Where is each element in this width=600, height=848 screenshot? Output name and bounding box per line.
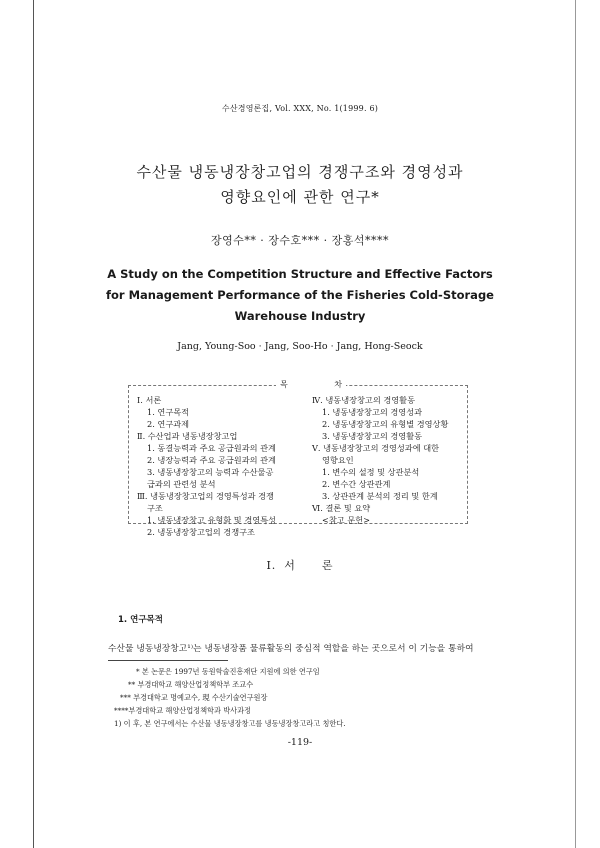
footnotes — [110, 665, 346, 730]
body-paragraph: 수산물 냉동냉장창고¹⁾는 냉동냉장품 물류활동의 중심적 역할을 하는 곳으로서 이 기능을 통하여 — [108, 644, 474, 654]
title-ko-line: 수산물 냉동냉장창고업의 경쟁구조와 경영성과 — [136, 163, 464, 181]
journal-header: 수산경영론집, Vol. XXX, No. 1(1999. 6) — [221, 104, 379, 113]
toc-entry: Ⅱ. 수산업과 냉동냉장창고업 — [137, 431, 238, 441]
toc-entry: 1. 동결능력과 주요 공급원과의 관계 — [147, 443, 276, 453]
footnote: ** 부경대학교 해양산업정책학부 조교수 — [128, 680, 254, 689]
section-title-char: 론 — [321, 559, 334, 572]
title-ko-line: 영향요인에 관한 연구* — [220, 188, 380, 206]
section-heading — [0, 557, 600, 573]
footnote: *** 부경대학교 명예교수, 現 수산기술연구원장 — [120, 693, 268, 702]
toc-entry: Ⅲ. 냉동냉장창고업의 경영특성과 경쟁 — [137, 491, 274, 501]
page-frame-right — [575, 0, 576, 848]
footnote: 1) 이 후, 본 연구에서는 수산물 냉동냉장창고를 냉동냉장창고라고 칭한다. — [114, 719, 346, 728]
toc-entry: 급과의 관련성 분석 — [147, 479, 216, 489]
footnote: ****부경대학교 해양산업정책학과 박사과정 — [114, 706, 251, 715]
paper-title-korean — [0, 160, 600, 210]
authors-english: Jang, Young-Soo · Jang, Soo-Ho · Jang, Hong-Seock — [177, 341, 423, 352]
authors-korean: 장영수** · 장수호*** · 장홍석**** — [210, 234, 390, 247]
title-en-line: A Study on the Competition Structure and Effective Factors — [107, 267, 493, 281]
toc-entry: 2. 냉장능력과 주요 공급원과의 관계 — [147, 455, 276, 465]
toc-entry: 2. 연구과제 — [147, 419, 190, 429]
subsection-heading: 1. 연구목적 — [118, 615, 163, 625]
toc-entry: 3. 냉동냉장창고의 경영활동 — [322, 431, 423, 441]
title-en-line: Warehouse Industry — [234, 309, 366, 323]
table-of-contents — [128, 380, 468, 537]
toc-entry: 1. 변수의 설정 및 상관분석 — [322, 467, 420, 477]
toc-entry: 2. 변수간 상관관계 — [322, 479, 391, 489]
toc-entry: 3. 상관관계 분석의 정리 및 한계 — [322, 491, 438, 501]
toc-heading-char: 목 — [280, 380, 288, 389]
toc-entry: <참고 문헌> — [322, 515, 370, 525]
section-number: Ⅰ. — [266, 559, 277, 572]
toc-entry: Ⅰ. 서론 — [137, 395, 162, 405]
toc-heading-char: 차 — [334, 380, 342, 389]
title-en-line: for Management Performance of the Fisheries Cold-Storage — [106, 288, 494, 302]
page-number: -119- — [287, 737, 313, 748]
toc-entry: 영향요인 — [322, 455, 354, 465]
toc-entry: Ⅴ. 냉동냉장창고의 경영성과에 대한 — [312, 443, 440, 453]
toc-entry: 3. 냉동냉장창고의 능력과 수산물공 — [147, 467, 274, 477]
toc-entry: 1. 냉동냉장창고의 경영성과 — [322, 407, 423, 417]
toc-heading — [276, 379, 346, 390]
toc-entry: 2. 냉동냉장창고업의 경쟁구조 — [147, 527, 255, 537]
toc-entry: 구조 — [147, 503, 163, 513]
toc-column-left — [137, 394, 302, 538]
toc-entry: 1. 냉동냉장창고 유형화 및 경영특성 — [147, 515, 276, 525]
toc-entry: 1. 연구목적 — [147, 407, 190, 417]
section-title-char: 서 — [284, 559, 296, 572]
toc-entry: Ⅵ. 결론 및 요약 — [312, 503, 371, 513]
page-frame-left — [33, 0, 34, 848]
footnote: * 본 논문은 1997년 동원학술진흥재단 지원에 의한 연구임 — [136, 667, 320, 676]
paper-title-english — [0, 264, 600, 327]
footnote-divider — [108, 660, 228, 661]
toc-entry: 2. 냉동냉장창고의 유형별 경영상황 — [322, 419, 449, 429]
toc-entry: Ⅳ. 냉동냉장창고의 경영활동 — [312, 395, 415, 405]
toc-column-right — [312, 394, 462, 526]
